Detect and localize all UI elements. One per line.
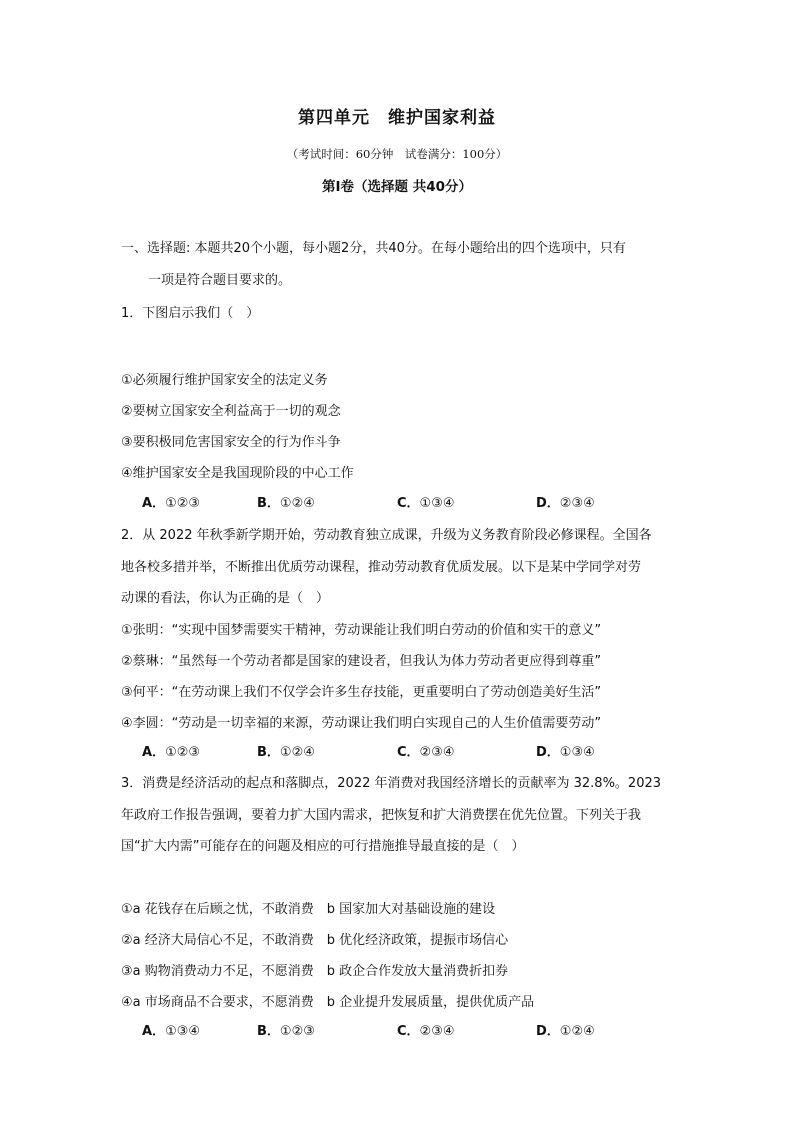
question-3-stem-line-1: 3．消费是经济活动的起点和落脚点，2022 年消费对我国经济增长的贡献率为 32.8%。2023 — [121, 776, 662, 791]
q3-statement-2: ②a 经济大局信心不足，不敢消费 b 优化经济政策，提振市场信心 — [121, 933, 509, 948]
page-title: 第四单元 维护国家利益 — [298, 108, 496, 128]
q3-option-c[interactable]: C．②③④ — [397, 1024, 455, 1039]
question-3-stem-line-3: 国“扩大内需”可能存在的问题及相应的可行措施推导最直接的是（ ） — [121, 839, 525, 854]
q3-statement-4: ④a 市场商品不合要求，不愿消费 b 企业提升发展质量，提供优质产品 — [121, 995, 535, 1010]
q2-statement-1: ①张明：“实现中国梦需要实干精神，劳动课能让我们明白劳动的价值和实干的意义” — [121, 623, 602, 638]
q2-statement-3: ③何平：“在劳动课上我们不仅学会许多生存技能，更重要明白了劳动创造美好生活” — [121, 685, 602, 700]
q2-statement-4: ④李圆：“劳动是一切幸福的来源，劳动课让我们明白实现自己的人生价值需要劳动” — [121, 716, 602, 731]
q1-statement-3: ③要积极同危害国家安全的行为作斗争 — [121, 435, 341, 450]
q3-option-a[interactable]: A．①③④ — [142, 1024, 201, 1039]
q1-statement-1: ①必须履行维护国家安全的法定义务 — [121, 373, 328, 388]
q2-option-b[interactable]: B．①②④ — [257, 745, 315, 760]
exam-info: （考试时间：60分钟 试卷满分：100分） — [286, 147, 508, 161]
q1-option-c[interactable]: C．①③④ — [397, 496, 455, 511]
q2-option-a[interactable]: A．①②③ — [142, 745, 201, 760]
part-title: 第Ⅰ卷（选择题 共40分） — [321, 179, 472, 195]
q1-option-b[interactable]: B．①②④ — [257, 496, 315, 511]
q2-option-c[interactable]: C．②③④ — [397, 745, 455, 760]
question-2-stem-line-1: 2．从 2022 年秋季新学期开始，劳动教育独立成课，升级为义务教育阶段必修课程。全国各 — [121, 528, 652, 543]
question-2-stem-line-3: 动课的看法，你认为正确的是（ ） — [121, 591, 330, 606]
q3-statement-1: ①a 花钱存在后顾之忧，不敢消费 b 国家加大对基础设施的建设 — [121, 902, 496, 917]
q1-option-a[interactable]: A．①②③ — [142, 496, 201, 511]
q2-statement-2: ②蔡琳：“虽然每一个劳动者都是国家的建设者，但我认为体力劳动者更应得到尊重” — [121, 654, 602, 669]
section-header: 一、选择题: 本题共20个小题，每小题2分，共40分。在每小题给出的四个选项中，只有 — [121, 241, 626, 256]
q3-option-d[interactable]: D．①②④ — [536, 1024, 595, 1039]
question-3-stem-line-2: 年政府工作报告强调，要着力扩大国内需求，把恢复和扩大消费摆在优先位置。下列关于我 — [121, 808, 642, 823]
q1-statement-2: ②要树立国家安全利益高于一切的观念 — [121, 404, 341, 419]
q2-option-d[interactable]: D．①③④ — [536, 745, 595, 760]
q1-option-d[interactable]: D．②③④ — [536, 496, 595, 511]
q3-statement-3: ③a 购物消费动力不足，不愿消费 b 政企合作发放大量消费折扣券 — [121, 964, 509, 979]
question-1-stem: 1．下图启示我们（ ） — [121, 306, 260, 321]
section-header-cont: 一项是符合题目要求的。 — [148, 273, 292, 288]
q1-statement-4: ④维护国家安全是我国现阶段的中心工作 — [121, 466, 354, 481]
question-2-stem-line-2: 地各校多措并举，不断推出优质劳动课程，推动劳动教育优质发展。以下是某中学同学对劳 — [121, 560, 642, 575]
q3-option-b[interactable]: B．①②③ — [257, 1024, 315, 1039]
